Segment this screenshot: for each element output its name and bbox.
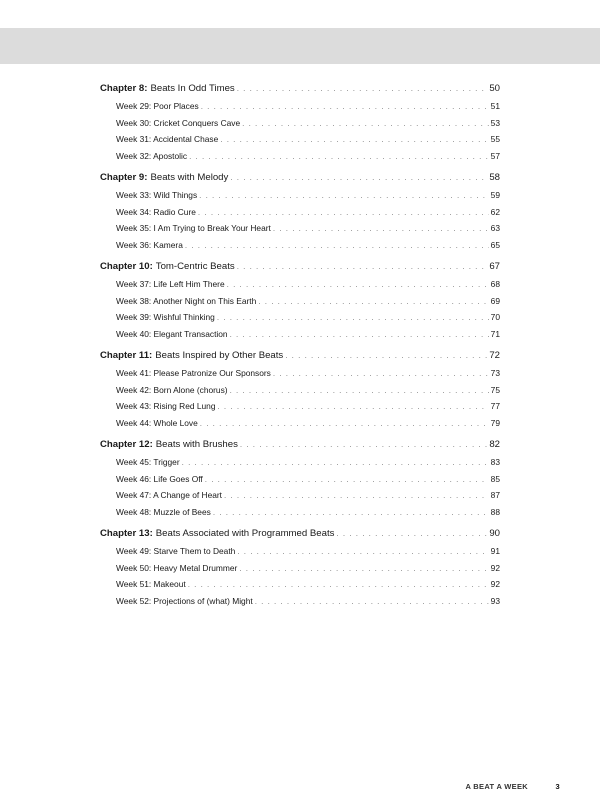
toc-week-entry[interactable]	[100, 276, 500, 293]
chapter-title: Tom-Centric Beats	[155, 261, 235, 272]
toc-week-entry[interactable]	[100, 220, 500, 237]
toc-chapter-entry[interactable]	[100, 436, 500, 454]
week-page-number: 85	[490, 473, 500, 484]
dot-leader	[217, 399, 488, 416]
chapter-page-number: 72	[489, 350, 500, 361]
week-page-number: 93	[490, 595, 500, 606]
dot-leader	[200, 416, 489, 433]
dot-leader	[255, 594, 489, 611]
toc-week-entry[interactable]	[100, 487, 500, 504]
toc-week-entry[interactable]	[100, 471, 500, 488]
dot-leader	[237, 544, 488, 561]
week-title: Week 33: Wild Things	[116, 190, 198, 200]
toc-chapter-entry[interactable]	[100, 525, 500, 543]
chapter-label: Chapter 12:	[100, 439, 153, 450]
toc-week-entry[interactable]	[100, 131, 500, 148]
dot-leader	[217, 310, 489, 327]
dot-leader	[242, 116, 489, 133]
week-title: Week 49: Starve Them to Death	[116, 546, 236, 556]
chapter-title: Beats with Melody	[150, 172, 229, 183]
chapter-page-number: 58	[489, 172, 500, 183]
toc-week-entry[interactable]	[100, 398, 500, 415]
toc-chapter-entry[interactable]	[100, 258, 500, 276]
week-title: Week 41: Please Patronize Our Sponsors	[116, 368, 271, 378]
dot-leader	[220, 132, 488, 149]
dot-leader	[205, 472, 489, 489]
week-title: Week 44: Whole Love	[116, 417, 198, 428]
week-title: Week 39: Wishful Thinking	[116, 312, 215, 322]
toc-week-entry[interactable]	[100, 543, 500, 560]
chapter-label: Chapter 8:	[100, 83, 148, 94]
week-title: Week 34: Radio Cure	[116, 206, 196, 217]
chapter-page-number: 82	[489, 439, 500, 450]
chapter-title: Beats In Odd Times	[150, 83, 235, 94]
week-title: Week 50: Heavy Metal Drummer	[116, 562, 238, 573]
week-title: Week 42: Born Alone (chorus)	[116, 384, 228, 395]
toc-week-entry[interactable]	[100, 98, 500, 115]
toc-week-entry[interactable]	[100, 326, 500, 343]
dot-leader	[224, 488, 489, 505]
week-title: Week 48: Muzzle of Bees	[116, 506, 211, 517]
dot-leader	[336, 525, 487, 543]
dot-leader	[237, 258, 488, 276]
week-page-number: 83	[490, 457, 500, 467]
chapter-title: Beats with Brushes	[155, 439, 238, 450]
dot-leader	[227, 277, 489, 294]
chapter-label: Chapter 13:	[100, 528, 153, 539]
week-page-number: 53	[490, 117, 500, 128]
chapter-label: Chapter 10:	[100, 261, 153, 272]
chapter-title: Beats Inspired by Other Beats	[155, 350, 284, 361]
table-of-contents	[100, 80, 500, 609]
week-page-number: 65	[490, 239, 500, 250]
dot-leader	[230, 169, 487, 187]
week-page-number: 77	[490, 401, 500, 411]
toc-chapter-entry[interactable]	[100, 169, 500, 187]
chapter-label: Chapter 11:	[100, 350, 153, 361]
chapter-page-number: 50	[489, 83, 500, 94]
toc-week-entry[interactable]	[100, 593, 500, 610]
week-title: Week 29: Poor Places	[116, 101, 199, 111]
week-title: Week 37: Life Left Him There	[116, 279, 225, 289]
dot-leader	[285, 347, 487, 365]
dot-leader	[230, 327, 489, 344]
toc-week-entry[interactable]	[100, 560, 500, 577]
toc-week-entry[interactable]	[100, 148, 500, 165]
week-title: Week 32: Apostolic	[116, 150, 188, 161]
week-title: Week 35: I Am Trying to Break Your Heart	[116, 223, 271, 233]
toc-week-entry[interactable]	[100, 187, 500, 204]
week-page-number: 71	[490, 328, 500, 339]
chapter-label: Chapter 9:	[100, 172, 148, 183]
week-page-number: 70	[490, 312, 500, 322]
week-title: Week 40: Elegant Transaction	[116, 328, 228, 339]
toc-week-entry[interactable]	[100, 504, 500, 521]
dot-leader	[258, 294, 488, 311]
toc-week-entry[interactable]	[100, 309, 500, 326]
week-page-number: 68	[490, 279, 500, 289]
chapter-title: Beats Associated with Programmed Beats	[155, 528, 335, 539]
dot-leader	[199, 188, 489, 205]
week-page-number: 75	[490, 384, 500, 395]
toc-week-entry[interactable]	[100, 237, 500, 254]
dot-leader	[182, 455, 489, 472]
dot-leader	[188, 577, 489, 594]
toc-chapter-entry[interactable]	[100, 80, 500, 98]
dot-leader	[240, 436, 487, 454]
week-page-number: 63	[490, 223, 500, 233]
dot-leader	[189, 149, 489, 166]
toc-week-entry[interactable]	[100, 576, 500, 593]
week-page-number: 73	[490, 368, 500, 378]
dot-leader	[273, 366, 489, 383]
dot-leader	[213, 505, 489, 522]
week-title: Week 43: Rising Red Lung	[116, 401, 216, 411]
dot-leader	[273, 221, 489, 238]
toc-chapter-entry[interactable]	[100, 347, 500, 365]
week-page-number: 92	[490, 579, 500, 589]
week-page-number: 69	[490, 295, 500, 306]
week-title: Week 51: Makeout	[116, 579, 186, 589]
dot-leader	[201, 99, 489, 116]
week-title: Week 45: Trigger	[116, 457, 180, 467]
week-page-number: 51	[490, 101, 500, 111]
week-page-number: 92	[490, 562, 500, 573]
dot-leader	[185, 238, 489, 255]
toc-week-entry[interactable]	[100, 115, 500, 132]
toc-week-entry[interactable]	[100, 365, 500, 382]
dot-leader	[237, 80, 488, 98]
dot-leader	[198, 205, 489, 222]
week-page-number: 87	[490, 490, 500, 500]
chapter-page-number: 90	[489, 528, 500, 539]
footer-page-number: 3	[555, 782, 560, 791]
week-page-number: 57	[490, 150, 500, 161]
week-title: Week 31: Accidental Chase	[116, 134, 219, 144]
footer-book-title: A BEAT A WEEK	[465, 782, 528, 791]
week-page-number: 88	[490, 506, 500, 517]
week-page-number: 55	[490, 134, 500, 144]
week-title: Week 47: A Change of Heart	[116, 490, 222, 500]
week-page-number: 91	[490, 546, 500, 556]
week-title: Week 46: Life Goes Off	[116, 473, 203, 484]
week-title: Week 52: Projections of (what) Might	[116, 595, 253, 606]
toc-week-entry[interactable]	[100, 454, 500, 471]
toc-week-entry[interactable]	[100, 204, 500, 221]
week-title: Week 30: Cricket Conquers Cave	[116, 117, 241, 128]
dot-leader	[230, 383, 489, 400]
chapter-page-number: 67	[489, 261, 500, 272]
week-title: Week 36: Kamera	[116, 239, 183, 250]
toc-week-entry[interactable]	[100, 293, 500, 310]
dot-leader	[239, 561, 488, 578]
week-title: Week 38: Another Night on This Earth	[116, 295, 257, 306]
week-page-number: 79	[490, 417, 500, 428]
toc-week-entry[interactable]	[100, 382, 500, 399]
week-page-number: 59	[490, 190, 500, 200]
header-band	[0, 28, 600, 64]
toc-week-entry[interactable]	[100, 415, 500, 432]
week-page-number: 62	[490, 206, 500, 217]
